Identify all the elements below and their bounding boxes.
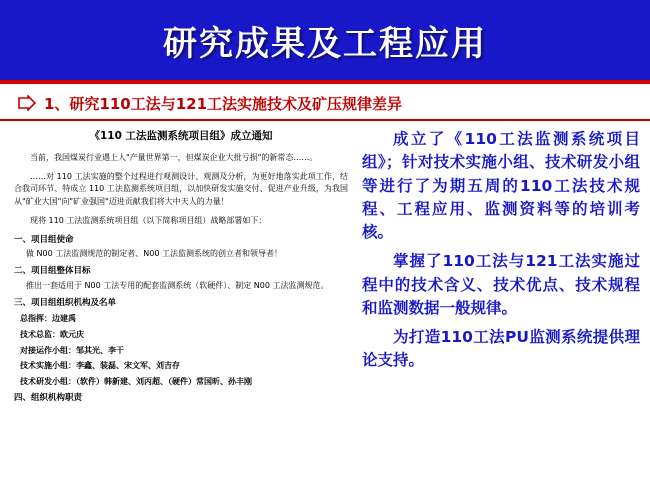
slide-content [0,124,650,488]
document-section-heading: 一、项目组使命 [14,234,74,245]
document-section-line: 推出一套适用于 N00 工法专用的配套监测系统（软硬件）、制定 N00 工法监测规范。 [26,280,329,290]
subheading-text: 1、研究110工法与121工法实施技术及矿压规律差异 [44,94,403,113]
title-banner [0,0,650,80]
document-roster-line [20,345,348,357]
document-roster-value: 李鑫、装磊、宋文军、刘吉存 [76,361,180,371]
document-title: 《110 工法监测系统项目组》成立通知 [89,130,273,142]
subheading-underline-rule [0,119,650,121]
document-roster-line [20,313,348,325]
document-roster-label: 对接运作小组： [20,345,76,355]
document-roster-line [20,376,348,388]
document-roster-label: 总指挥： [20,314,52,324]
document-roster-line [20,360,348,372]
document-paragraph: 现将 110 工法监测系统项目组（以下简称项目组）战略部署如下： [30,216,267,226]
document-section-line: 做 N00 工法监测规范的制定者、N00 工法监测系统的创立者和领导者！ [26,249,282,259]
document-roster-value: 邹其光、李干 [76,345,124,355]
document-roster-value: 欧元庆 [60,330,84,340]
summary-paragraph: 掌握了110工法与121工法实施过程中的技术含义、技术优点、技术规程和监测数据一般规律。 [362,252,640,317]
document-paragraph: ……对 110 工法实施的整个过程进行观测设计、观测及分析，为更好地落实此项工作，结合我司环节、特成立 110 工法监测系统项目组，以加快研发实施交付、促进产业升级，为我国从"矿业大国"向"矿业强国"迈进贡献我们将大中天人的力量！ [14,172,348,206]
summary-paragraph: 成立了《110工法监测系统项目组》；针对技术实施小组、技术研发小组等进行了为期五周的110工法技术规程、工程应用、监测资料等的培训考核。 [362,130,640,241]
page-title: 研究成果及工程应用 [163,23,487,64]
document-roster-value: （软件）韩新建、刘丙超、（硬件）常国昕、孙丰刚 [76,376,252,386]
document-roster-label: 技术研发小组： [20,376,76,386]
title-underline-rule [0,80,650,84]
document-roster-label: 技术总监： [20,330,60,340]
document-roster-value: 边建禹 [52,314,76,324]
arrow-bullet-icon [18,95,36,111]
summary-text-panel [362,128,640,373]
document-section-heading: 四、组织机构职责 [14,393,83,404]
subheading-row [18,90,632,116]
document-section-heading: 二、项目组整体目标 [14,266,91,277]
document-paragraph: 当前，我国煤炭行业遇上人"产量世界第一，但煤炭企业大批亏损"的新常态……。 [30,152,318,162]
document-image-panel [8,124,354,484]
summary-paragraph: 为打造110工法PU监测系统提供理论支持。 [362,328,640,370]
document-section-heading: 三、项目组组织机构及名单 [14,297,117,308]
document-roster-line [20,329,348,341]
document-roster-label: 技术实施小组： [20,361,76,371]
